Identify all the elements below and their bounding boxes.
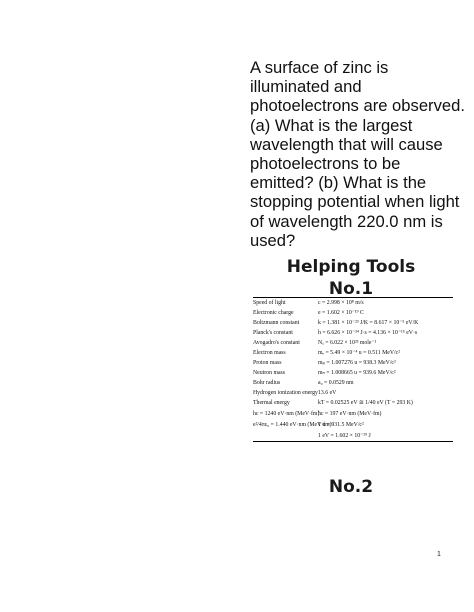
table-row (253, 419, 453, 432)
table-row (253, 318, 453, 328)
constant-name: Thermal energy (253, 400, 290, 407)
constant-name: hc = 1240 eV·nm (MeV·fm) (253, 410, 320, 417)
table-row (253, 348, 453, 358)
constant-name: Planck's constant (253, 330, 293, 337)
table-row (253, 431, 453, 441)
constant-name: e²/4πε₀ = 1.440 eV·nm (MeV·fm) (253, 421, 332, 428)
constant-value: 13.6 eV (318, 390, 337, 397)
table-row (253, 328, 453, 338)
constant-value: h = 6.626 × 10⁻³⁴ J·s = 4.136 × 10⁻¹⁵ eV·s (318, 330, 418, 337)
constant-name: Avogadro's constant (253, 340, 300, 347)
constant-value: kT = 0.02525 eV ≅ 1/40 eV (T = 293 K) (318, 400, 413, 407)
constant-value: mₚ = 1.007276 u = 938.3 MeV/c² (318, 360, 396, 367)
constant-value: 1 u = 931.5 MeV/c² (318, 421, 364, 428)
constant-value: mₑ = 5.49 × 10⁻⁴ u = 0.511 MeV/c² (318, 350, 400, 357)
constant-value: ħc = 197 eV·nm (MeV·fm) (318, 410, 382, 417)
page-number: 1 (437, 551, 441, 558)
constant-name: Electronic charge (253, 310, 294, 317)
table-row (253, 298, 453, 308)
table-row (253, 388, 453, 398)
constant-value: Nₐ = 6.022 × 10²³ mole⁻¹ (318, 340, 377, 347)
table-row (253, 398, 453, 408)
helping-tools-heading: Helping Tools (286, 257, 416, 277)
problem-statement: A surface of zinc is illuminated and photoelectrons are observed. (a) What is the largest wavelength that will cause photoelectrons to be emitted? (b) What is the stopping potential when light of wavelength 220.0 nm is used? (250, 58, 465, 250)
constant-name: Proton mass (253, 360, 282, 367)
table-row (253, 378, 453, 388)
constant-name: Boltzmann constant (253, 320, 300, 327)
table-row (253, 308, 453, 318)
constants-table (253, 297, 453, 442)
constant-name: Hydrogen ionization energy (253, 390, 318, 397)
no2-heading: No.2 (328, 477, 374, 497)
table-row (253, 368, 453, 378)
constant-value: 1 eV = 1.602 × 10⁻¹⁹ J (318, 433, 371, 440)
constant-value: e = 1.602 × 10⁻¹⁹ C (318, 310, 364, 317)
table-row (253, 358, 453, 368)
constant-value: a₀ = 0.0529 nm (318, 380, 354, 387)
table-row (253, 409, 453, 419)
constant-name: Neutron mass (253, 370, 286, 377)
constant-name: Electron mass (253, 350, 286, 357)
no1-heading: No.1 (328, 279, 374, 299)
constant-value: c = 2.998 × 10⁸ m/s (318, 300, 364, 307)
constant-value: mₙ = 1.008665 u = 939.6 MeV/c² (318, 370, 396, 377)
constant-value: k = 1.381 × 10⁻²³ J/K = 8.617 × 10⁻⁵ eV/K (318, 320, 419, 327)
table-row (253, 338, 453, 348)
constant-name: Bohr radius (253, 380, 281, 387)
constant-name: Speed of light (253, 300, 286, 307)
